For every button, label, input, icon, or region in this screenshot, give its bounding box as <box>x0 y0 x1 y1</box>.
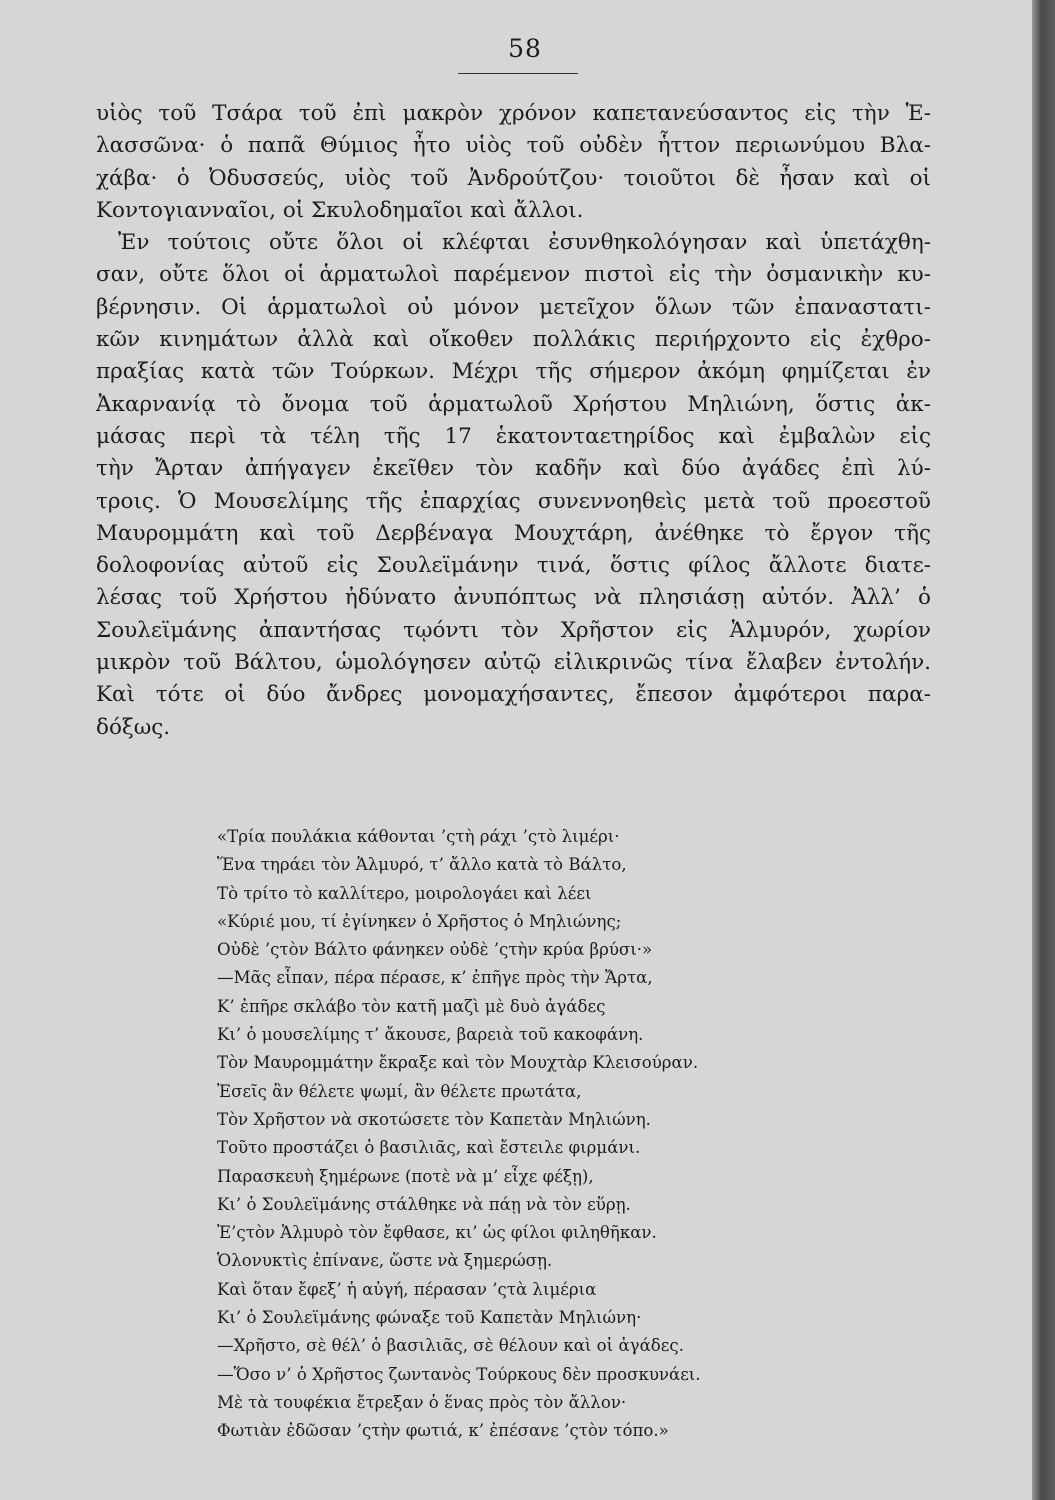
prose-line: υἱὸς τοῦ Τσάρα τοῦ ἐπὶ μακρὸν χρόνον καπετανεύσαντος εἰς τὴν Ἑ- <box>96 101 931 126</box>
poem-line: «Κύριέ μου, τί ἐγίνηκεν ὁ Χρῆστος ὁ Μηλιώνης; <box>217 911 622 931</box>
book-spine-edge <box>1032 0 1055 1500</box>
poem-line: «Τρία πουλάκια κάθονται ’ςτὴ ράχι ’ςτὸ λιμέρι· <box>217 827 620 846</box>
prose-line: Μαυρομμάτη καὶ τοῦ Δερβέναγα Μουχτάρη, ἀνέθηκε τὸ ἔργον τῆς <box>96 520 931 546</box>
prose-text <box>96 98 931 744</box>
poem-line: Κι’ ὁ μουσελίμης τ’ ἄκουσε, βαρειὰ τοῦ κακοφάνη. <box>217 1025 644 1045</box>
poem-line: Ἐσεῖς ἂν θέλετε ψωμί, ἂν θέλετε πρωτάτα, <box>217 1081 582 1101</box>
poem-line: Τὸν Χρῆστον νὰ σκοτώσετε τὸν Καπετὰν Μηλιώνη. <box>217 1109 651 1129</box>
prose-line: Σουλεϊμάνης ἀπαντήσας τῳόντι τὸν Χρῆστον εἰς Ἁλμυρόν, χωρίον <box>96 617 931 643</box>
poem-line: Κι’ ὁ Σουλεϊμάνης στάλθηκε νὰ πάῃ νὰ τὸν εὕρῃ. <box>217 1194 631 1214</box>
prose-line: τροις. Ὁ Μουσελίμης τῆς ἐπαρχίας συνεννοηθεὶς μετὰ τοῦ προεστοῦ <box>96 488 931 514</box>
prose-line: μάσας περὶ τὰ τέλη τῆς 17 ἑκατονταετηρίδος καὶ ἐμβαλὼν εἰς <box>96 423 931 449</box>
prose-line: σαν, οὔτε ὅλοι οἱ ἁρματωλοὶ παρέμενον πιστοὶ εἰς τὴν ὀσμανικὴν κυ- <box>96 262 931 288</box>
prose-line: Ἐν τούτοις οὔτε ὅλοι οἱ κλέφται ἐσυνθηκολόγησαν καὶ ὑπετάχθη- <box>118 230 931 256</box>
poem-line: Κι’ ὁ Σουλεϊμάνης φώναξε τοῦ Καπετὰν Μηλιώνη· <box>217 1308 642 1328</box>
prose-line: Ἀκαρνανίᾳ τὸ ὄνομα τοῦ ἁρματωλοῦ Χρήστου Μηλιώνη, ὅστις ἀκ- <box>96 391 931 417</box>
prose-line: λέσας τοῦ Χρήστου ἠδύνατο ἀνυπόπτως νὰ πλησιάσῃ αὐτόν. Ἀλλ’ ὁ <box>96 585 931 611</box>
poem-line: —Μᾶς εἶπαν, πέρα πέρασε, κ’ ἐπῆγε πρὸς τὴν Ἄρτα, <box>217 968 653 988</box>
poem-line: Οὐδὲ ’ςτὸν Βάλτο φάνηκεν οὐδὲ ’ςτὴν κρύα βρύσι·» <box>217 940 653 960</box>
poem-line: Κ’ ἐπῆρε σκλάβο τὸν κατῆ μαζὶ μὲ δυὸ ἀγάδες <box>217 996 606 1016</box>
poem-line: —Χρῆστο, σὲ θέλ’ ὁ βασιλιᾶς, σὲ θέλουν καὶ οἱ ἀγάδες. <box>217 1336 684 1356</box>
prose-line: δόξως. <box>96 714 171 740</box>
poem-line: —Ὅσο ν’ ὁ Χρῆστος ζωντανὸς Τούρκους δὲν προσκυνάει. <box>217 1364 701 1384</box>
poem-line: Μὲ τὰ τουφέκια ἔτρεξαν ὁ ἕνας πρὸς τὸν ἄλλον· <box>217 1392 627 1412</box>
poem-line: Φωτιὰν ἐδῶσαν ’ςτὴν φωτιά, κ’ ἐπέσανε ’ςτὸν τόπο.» <box>217 1421 669 1441</box>
prose-line: μικρὸν τοῦ Βάλτου, ὡμολόγησεν αὐτῷ εἰλικρινῶς τίνα ἔλαβεν ἐντολήν. <box>96 650 931 676</box>
prose-line: λασσῶνα· ὁ παπᾶ Θύμιος ἦτο υἱὸς τοῦ οὐδὲν ἧττον περιωνύμου Βλα- <box>96 133 931 159</box>
poem-line: Τὸ τρίτο τὸ καλλίτερο, μοιρολογάει καὶ λέει <box>217 883 592 903</box>
prose-line: πραξίας κατὰ τῶν Τούρκων. Μέχρι τῆς σήμερον ἀκόμη φημίζεται ἐν <box>96 359 931 385</box>
poem-line: Τοῦτο προστάζει ὁ βασιλιᾶς, καὶ ἔστειλε φιρμάνι. <box>217 1138 641 1158</box>
poem-line: Ὁλονυκτὶς ἐπίνανε, ὥστε νὰ ξημερώσῃ. <box>217 1251 553 1271</box>
poem-line: Ἐ’ςτὸν Ἁλμυρὸ τὸν ἔφθασε, κι’ ὡς φίλοι φιληθῆκαν. <box>217 1223 657 1243</box>
prose-line: Κοντογιανναῖοι, οἱ Σκυλοδημαῖοι καὶ ἄλλοι. <box>96 197 584 223</box>
poem-line: Καὶ ὅταν ἔφεξ’ ἡ αὐγή, πέρασαν ’ςτὰ λιμέρια <box>217 1279 597 1299</box>
poem-line: Ἕνα τηράει τὸν Ἁλμυρό, τ’ ἄλλο κατὰ τὸ Βάλτο, <box>217 855 627 875</box>
page-number: 58 <box>508 34 542 63</box>
prose-line: κῶν κινημάτων ἀλλὰ καὶ οἴκοθεν πολλάκις περιήρχοντο εἰς ἐχθρο- <box>96 327 931 353</box>
poem-line: Τὸν Μαυρομμάτην ἔκραξε καὶ τὸν Μουχτὰρ Κλεισούραν. <box>217 1053 699 1073</box>
prose-line: βέρνησιν. Οἱ ἁρματωλοὶ οὐ μόνον μετεῖχον ὅλων τῶν ἐπαναστατι- <box>96 294 931 320</box>
prose-line: δολοφονίας αὐτοῦ εἰς Σουλεϊμάνην τινά, ὅστις φίλος ἄλλοτε διατε- <box>96 553 931 579</box>
prose-line: χάβα· ὁ Ὀδυσσεύς, υἱὸς τοῦ Ἀνδρούτζου· τοιοῦτοι δὲ ἦσαν καὶ οἱ <box>96 165 931 191</box>
page-number-rule <box>458 73 578 74</box>
poem-line: Παρασκευὴ ξημέρωνε (ποτὲ νὰ μ’ εἶχε φέξῃ), <box>217 1166 594 1186</box>
folk-song-poem <box>217 823 817 1446</box>
prose-line: τὴν Ἄρταν ἀπήγαγεν ἐκεῖθεν τὸν καδῆν καὶ δύο ἀγάδες ἐπὶ λύ- <box>96 456 931 482</box>
prose-line: Καὶ τότε οἱ δύο ἄνδρες μονομαχήσαντες, ἔπεσον ἀμφότεροι παρα- <box>96 682 931 708</box>
